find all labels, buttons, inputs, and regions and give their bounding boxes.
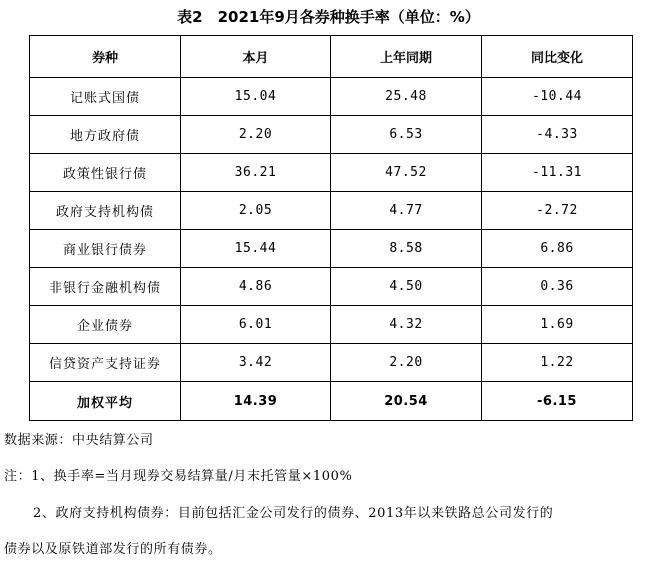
yoy-change-cell: -10.44 — [482, 78, 633, 116]
header-yoy-change: 同比变化 — [482, 36, 633, 78]
last-year-cell: 25.48 — [331, 78, 482, 116]
turnover-table — [29, 35, 633, 421]
weighted-average-label: 加权平均 — [30, 382, 181, 421]
bond-type-cell: 地方政府债 — [30, 116, 181, 154]
this-month-cell: 15.44 — [181, 230, 331, 268]
bond-type-cell: 非银行金融机构债 — [30, 268, 181, 306]
yoy-change-cell: -4.33 — [482, 116, 633, 154]
footnote-2-line-2: 债券以及原铁道部发行的所有债券。 — [4, 542, 222, 557]
bond-type-cell: 企业债券 — [30, 306, 181, 344]
last-year-cell: 4.32 — [331, 306, 482, 344]
table-row — [30, 230, 633, 268]
this-month-cell: 6.01 — [181, 306, 331, 344]
yoy-change-cell: 1.22 — [482, 344, 633, 382]
data-source-note: 数据来源：中央结算公司 — [4, 433, 154, 448]
bond-type-cell: 记账式国债 — [30, 78, 181, 116]
last-year-cell: 2.20 — [331, 344, 482, 382]
header-same-period-last-year: 上年同期 — [331, 36, 482, 78]
header-bond-type: 券种 — [30, 36, 181, 78]
header-this-month: 本月 — [181, 36, 331, 78]
this-month-cell: 2.05 — [181, 192, 331, 230]
this-month-cell: 36.21 — [181, 154, 331, 192]
footnote-2-line-1: 2、政府支持机构债券：目前包括汇金公司发行的债券、2013年以来铁路总公司发行的 — [33, 506, 554, 521]
this-month-cell: 4.86 — [181, 268, 331, 306]
table-row — [30, 78, 633, 116]
bond-type-cell: 政策性银行债 — [30, 154, 181, 192]
last-year-cell: 4.50 — [331, 268, 482, 306]
this-month-cell: 2.20 — [181, 116, 331, 154]
table-row — [30, 116, 633, 154]
bond-type-cell: 商业银行债券 — [30, 230, 181, 268]
yoy-change-cell: 0.36 — [482, 268, 633, 306]
table-row — [30, 344, 633, 382]
table-row — [30, 192, 633, 230]
last-year-cell: 47.52 — [331, 154, 482, 192]
yoy-change-cell: 1.69 — [482, 306, 633, 344]
table-header-row — [30, 36, 633, 78]
this-month-cell: 15.04 — [181, 78, 331, 116]
last-year-cell: 6.53 — [331, 116, 482, 154]
last-year-cell: 4.77 — [331, 192, 482, 230]
bond-type-cell: 政府支持机构债 — [30, 192, 181, 230]
yoy-change-cell: 6.86 — [482, 230, 633, 268]
weighted-average-last-year: 20.54 — [331, 382, 482, 421]
table-title: 表2 2021年9月各券种换手率（单位：%） — [177, 8, 480, 26]
weighted-average-row — [30, 382, 633, 421]
weighted-average-yoy-change: -6.15 — [482, 382, 633, 421]
yoy-change-cell: -11.31 — [482, 154, 633, 192]
weighted-average-this-month: 14.39 — [181, 382, 331, 421]
this-month-cell: 3.42 — [181, 344, 331, 382]
footnote-1: 注：1、换手率=当月现券交易结算量/月末托管量×100% — [4, 469, 353, 484]
last-year-cell: 8.58 — [331, 230, 482, 268]
table-row — [30, 154, 633, 192]
table-row — [30, 306, 633, 344]
table-row — [30, 268, 633, 306]
bond-type-cell: 信贷资产支持证券 — [30, 344, 181, 382]
yoy-change-cell: -2.72 — [482, 192, 633, 230]
